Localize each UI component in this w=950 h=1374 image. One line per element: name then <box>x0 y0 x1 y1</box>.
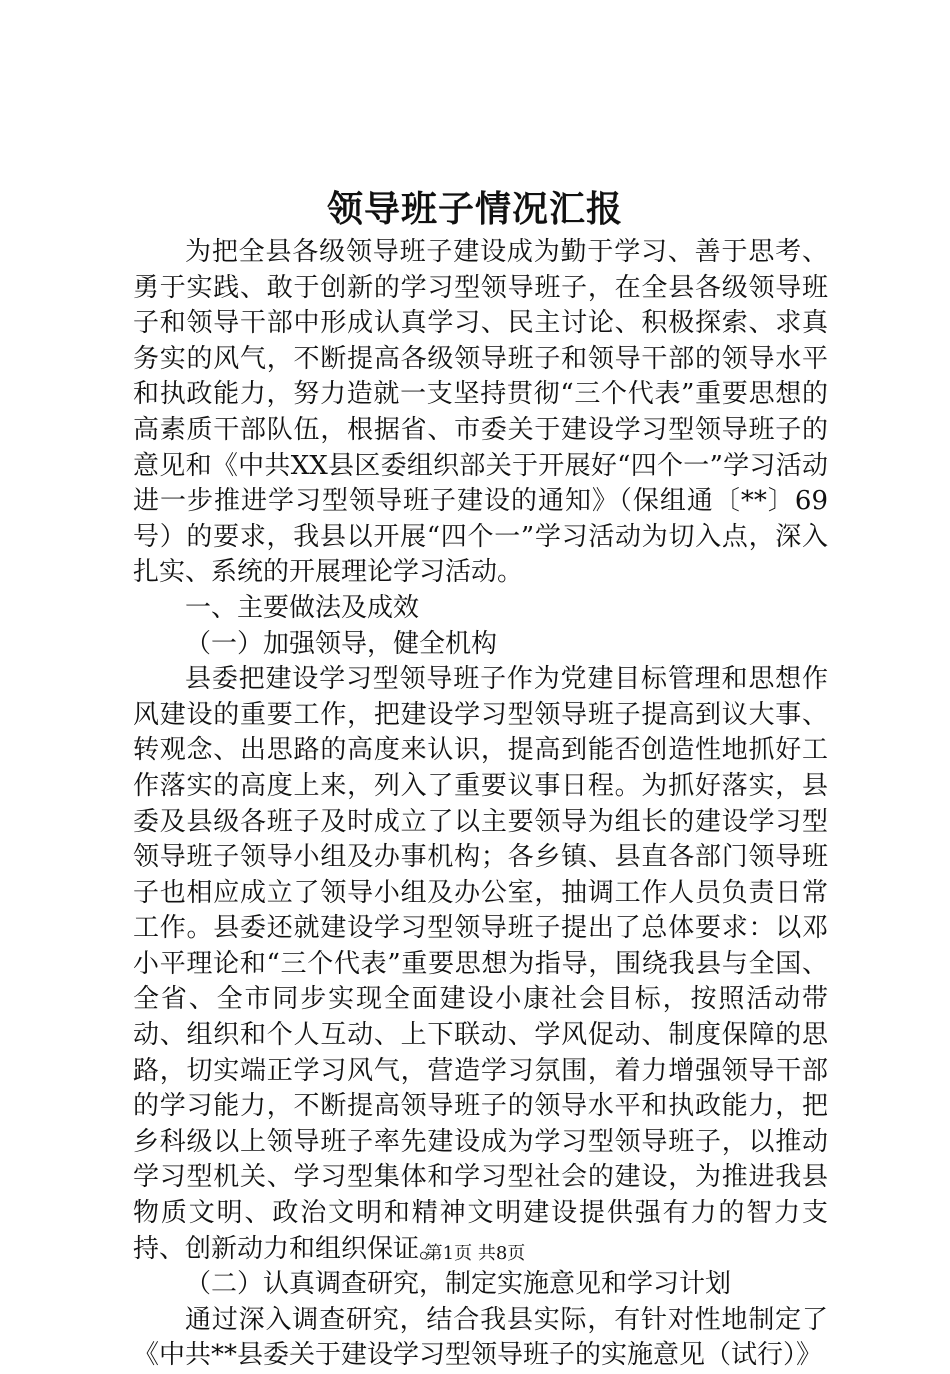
document-body <box>133 235 828 1374</box>
subsection-heading-1: （一）加强领导，健全机构 <box>185 628 498 659</box>
paragraph-research: 通过深入调查研究，结合我县实际，有针对性地制定了《中共**县委关于建设学习型领导班子的实施意见（试行）》 <box>133 1304 828 1371</box>
section-heading-1: 一、主要做法及成效 <box>185 592 420 623</box>
paragraph-intro: 为把全县各级领导班子建设成为勤于学习、善于思考、勇于实践、敢于创新的学习型领导班子，在全县各级领导班子和领导干部中形成认真学习、民主讨论、积极探索、求真务实的风气，不断提高各级领导班子和领导干部的领导水平和执政能力，努力造就一支坚持贯彻“三个代表”重要思想的高素质干部队伍，根据省、市委关于建设学习型领导班子的意见和《中共XX县区委组织部关于开展好“四个一”学习活动进一步推进学习型领导班子建设的通知》（保组通〔**〕69号）的要求，我县以开展“四个一”学习活动为切入点，深入扎实、系统的开展理论学习活动。 <box>133 237 828 588</box>
page-number-footer: 第1页 共8页 <box>424 1243 526 1264</box>
paragraph-leadership: 县委把建设学习型领导班子作为党建目标管理和思想作风建设的重要工作，把建设学习型领导班子提高到议大事、转观念、出思路的高度来认识，提高到能否创造性地抓好工作落实的高度上来，列入了重要议事日程。为抓好落实，县委及县级各班子及时成立了以主要领导为组长的建设学习型领导班子领导小组及办事机构；各乡镇、县直各部门领导班子也相应成立了领导小组及办公室，抽调工作人员负责日常工作。县委还就建设学习型领导班子提出了总体要求：以邓小平理论和“三个代表”重要思想为指导，围绕我县与全国、全省、全市同步实现全面建设小康社会目标，按照活动带动、组织和个人互动、上下联动、学风促动、制度保障的思路，切实端正学习风气，营造学习氛围，着力增强领导干部的学习能力，不断提高领导班子的领导水平和执政能力，把乡科级以上领导班子率先建设成为学习型领导班子，以推动学习型机关、学习型集体和学习型社会的建设，为推进我县物质文明、政治文明和精神文明建设提供强有力的智力支持、创新动力和组织保证。 <box>133 664 828 1264</box>
subsection-heading-2: （二）认真调查研究，制定实施意见和学习计划 <box>185 1269 732 1300</box>
document-title: 领导班子情况汇报 <box>326 188 623 230</box>
